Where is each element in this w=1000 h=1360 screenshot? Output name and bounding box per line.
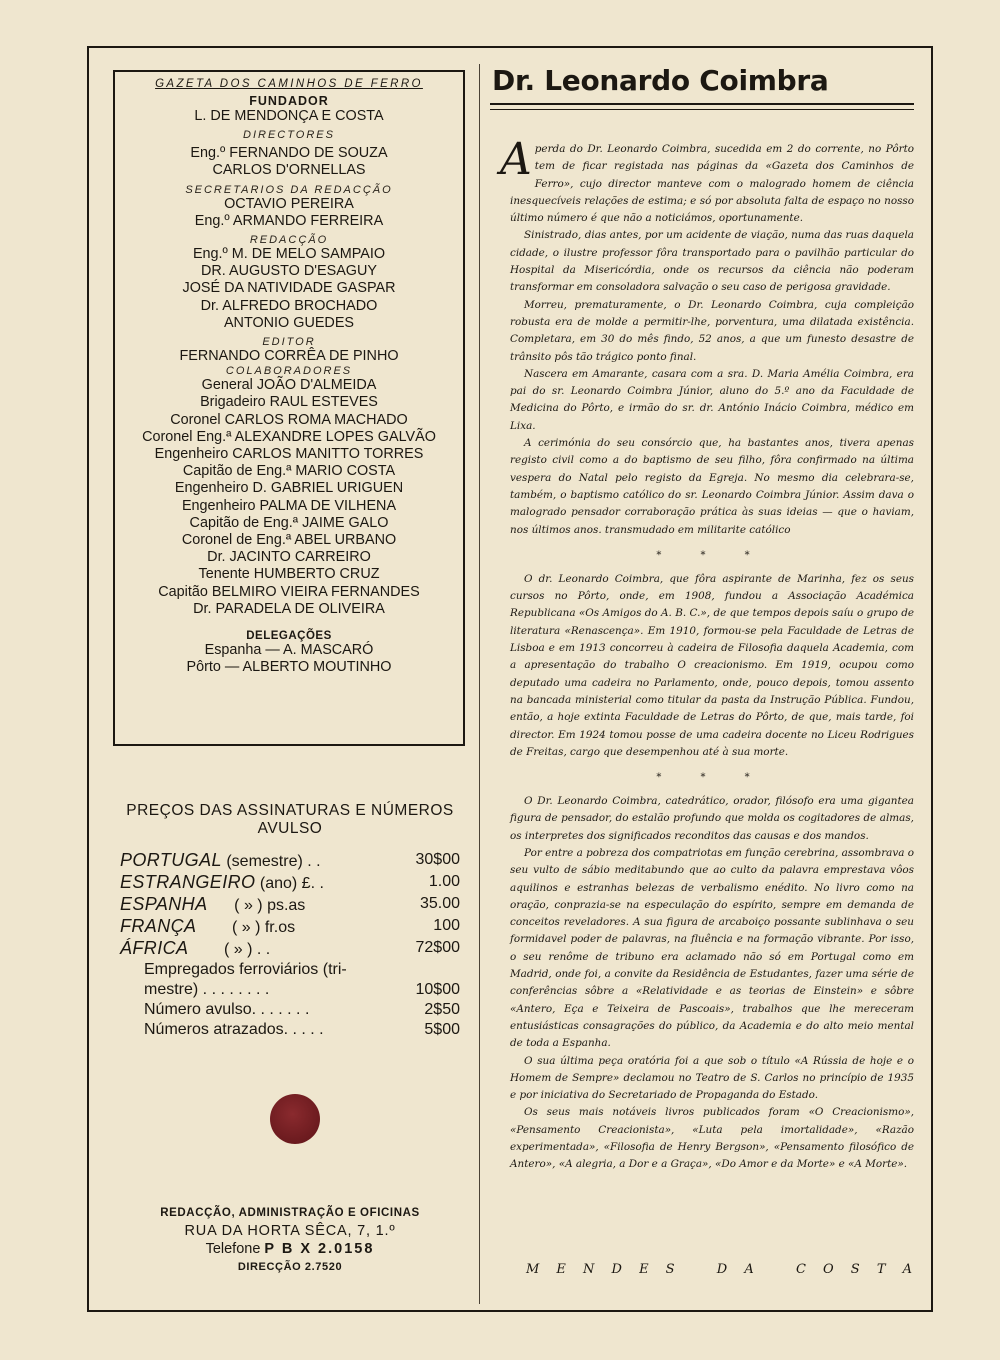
fundador-label: FUNDADOR (249, 94, 329, 108)
colaborador-name: Tenente HUMBERTO CRUZ (198, 566, 380, 583)
colaborador-name: Engenheiro D. GABRIEL URIGUEN (174, 480, 404, 497)
price-row (120, 980, 460, 1000)
price-period: (ano) £. . (255, 875, 324, 892)
empregados-line: Empregados ferroviários (tri- (144, 961, 347, 978)
signature-letter: C (795, 1262, 806, 1277)
section-separator: * * * (656, 772, 768, 784)
section-separator: * * * (656, 549, 768, 561)
price-value: 30$00 (415, 851, 460, 868)
signature-letter: T (876, 1262, 886, 1277)
signature-letter: A (902, 1262, 912, 1277)
signature-letter: O (823, 1262, 834, 1277)
price-row (120, 850, 460, 872)
price-value: 2$50 (424, 1001, 460, 1018)
colaboradores-label: COLABORADORES (225, 365, 353, 378)
title-rule (490, 103, 914, 105)
telephone (120, 1240, 460, 1259)
delegacao: Espanha — A. MASCARÓ (204, 642, 374, 659)
secretario-name: Eng.º ARMANDO FERREIRA (194, 212, 384, 229)
signature-letter: S (850, 1262, 860, 1277)
avulso-label: Número avulso. . . . . . . (144, 1001, 310, 1018)
signature-letter: M (526, 1262, 540, 1277)
address-line: REDACÇÃO, ADMINISTRAÇÃO E OFICINAS (160, 1207, 420, 1219)
price-value: 5$00 (424, 1021, 460, 1038)
price-period: ( » ) ps.as (207, 897, 306, 914)
director-name: Eng.º FERNANDO DE SOUZA (190, 145, 388, 162)
article-title: Dr. Leonardo Coimbra (492, 64, 829, 97)
price-region: ESPANHA (120, 894, 208, 914)
secretario-name: OCTAVIO PEREIRA (224, 195, 354, 212)
price-row (120, 1000, 460, 1020)
price-region: ÁFRICA (120, 938, 189, 958)
colaborador-name: Brigadeiro RAUL ESTEVES (200, 394, 378, 411)
price-region: ESTRANGEIRO (120, 872, 256, 892)
price-row (120, 1020, 460, 1040)
signature-letter: D (611, 1262, 622, 1277)
price-region: PORTUGAL (120, 850, 222, 870)
secretarios-label: SECRETARIOS DA REDACÇÃO (185, 183, 393, 196)
empregados-line: mestre) . . . . . . . . (144, 981, 270, 998)
paragraph: Sinistrado, dias antes, por um acidente de viação, numa das ruas daquela cidade, o ilustre professor fôra transportado para o pavilhão particular do Hospital da Misericórdia, onde os recursos da ciência não poderam transformar em consoladora salvação o seu caso de perigosa gravidade. (510, 229, 914, 294)
price-period: (semestre) . . (221, 853, 321, 870)
signature-letter: E (556, 1262, 566, 1277)
colaborador-name: Coronel Eng.ª ALEXANDRE LOPES GALVÃO (142, 428, 436, 445)
prices-title: PREÇOS DAS ASSINATURAS E NÚMEROS AVULSO (126, 802, 454, 837)
signature-letter: S (665, 1262, 675, 1277)
address-street: RUA DA HORTA SÊCA, 7, 1.º (184, 1223, 396, 1239)
paragraph (500, 134, 914, 227)
colaborador-name: Capitão de Eng.ª MARIO COSTA (182, 463, 396, 480)
price-period: ( » ) fr.os (196, 919, 296, 936)
colaborador-name: Capitão BELMIRO VIEIRA FERNANDES (158, 583, 420, 600)
price-row (120, 916, 460, 938)
signature-letter: A (744, 1262, 754, 1277)
direccao-phone: DIRECÇÃO 2.7520 (237, 1261, 343, 1273)
price-period: ( » ) . . (188, 941, 271, 958)
paragraph: O sua última peça oratória foi a que sob o título «A Rússia de hoje e o Homem de Sempre» declamou no Teatro de S. Carlos no princípio de 1935 e por iniciativa do Secretariado de Propaganda do Estado. (510, 1054, 914, 1102)
address-block (120, 1205, 460, 1275)
colaborador-name: Engenheiro CARLOS MANITTO TORRES (154, 446, 424, 463)
phone-number: P B X 2.0158 (264, 1241, 375, 1257)
colaborador-name: Dr. PARADELA DE OLIVEIRA (193, 600, 385, 617)
paragraph: Morreu, prematuramente, o Dr. Leonardo Coimbra, cuja compleição robusta era de molde a permitir-lhe, porventura, uma dilatada existência. Completara, em 30 do mês findo, 52 anos, a que um funesto desastre de trânsito pôs tão trágico ponto final. (510, 298, 914, 363)
paragraph-text: perda do Dr. Leonardo Coimbra, sucedida em 2 do corrente, no Pôrto tem de ficar registada nas páginas da «Gazeta dos Caminhos de Ferro», cujo director manteve com o malogrado homem de ciência inesquecíveis relações de estima; e só por absoluta falta de espaço no nosso último número é que não a noticiámos, oportunamente. (510, 143, 914, 225)
redaccao-name: Eng.º M. DE MELO SAMPAIO (192, 246, 386, 263)
price-value: 35.00 (419, 895, 460, 912)
masthead-box (113, 70, 465, 746)
signature-letter: D (716, 1262, 728, 1277)
phone-label: Telefone (205, 1241, 261, 1257)
redaccao-name: JOSÉ DA NATIVIDADE GASPAR (182, 280, 396, 297)
editor-label: EDITOR (262, 336, 316, 349)
redaccao-label: REDACÇÃO (249, 234, 329, 247)
directores-label: DIRECTORES (243, 129, 335, 142)
red-seal (270, 1094, 320, 1144)
director-name: CARLOS D'ORNELLAS (212, 162, 366, 179)
signature-letter: E (639, 1262, 649, 1277)
paragraph: Nascera em Amarante, casara com a sra. D. Maria Amélia Coimbra, era pai do sr. Leonardo Coimbra Júnior, aluno do 5.º ano da Faculdade de Medicina do Pôrto, e irmão do sr. dr. António Inácio Coimbra, médico em Lixa. (510, 367, 914, 432)
atrasados-label: Números atrazados. . . . . (144, 1021, 324, 1038)
delegacao: Pôrto — ALBERTO MOUTINHO (186, 659, 392, 676)
price-value: 100 (433, 917, 460, 934)
colaborador-name: Dr. JACINTO CARREIRO (207, 549, 371, 566)
redaccao-name: Dr. ALFREDO BROCHADO (200, 297, 378, 314)
editor-name: FERNANDO CORRÊA DE PINHO (179, 348, 399, 365)
delegacoes-label: DELEGAÇÕES (246, 630, 332, 643)
price-region: FRANÇA (120, 916, 197, 936)
article-body (500, 134, 914, 1174)
paragraph: O dr. Leonardo Coimbra, que fôra aspirante de Marinha, fez os seus cursos no Pôrto, onde, em 1908, fundou a Associação Académica Republicana «Os Amigos do A. B. C.», de que tempos depois saíu o grupo de literatura «Renascença». Em 1910, formou-se pela Faculdade de Letras de Lisboa e em 1913 concorreu à cadeira de Filosofia daquela Academia, com a apresentação do trabalho O creacionismo. Em 1919, ocupou como deputado uma cadeira no Parlamento, onde, pouco depois, tomou assento na bancada ministerial como titular da pasta da Instrução Pública. Fundou, então, a hoje extinta Faculdade de Letras do Pôrto, de que, mais tarde, foi director. Em 1924 tomou posse de uma cadeira docente no Liceu Rodrigues de Freitas, cargo que desempenhou até à sua morte. (510, 572, 914, 758)
subscription-prices (120, 802, 460, 1040)
price-row (120, 938, 460, 960)
colaborador-name: General JOÃO D'ALMEIDA (201, 377, 377, 394)
colaborador-name: Engenheiro PALMA DE VILHENA (181, 497, 397, 514)
paragraph: Por entre a pobreza dos compatriotas em função cerebrina, assombrava o seu vulto de sábio meditabundo que ao culto da palavra emprestava vôos aquilinos e estranhas belezas de verbalismo enédito. No livro como na oração, conprazia-se na especulação do espírito, sempre em demanda de conceitos reveladores. A sua figura de arcaboiço possante sublinhava o seu formidavel poder de palavras, na fluência e na formação vibrante. Por isso, o seu renôme de tribuno era aclamado não só em Portugal como em Madrid, onde foi, a convite da Residência de Estudantes, fazer uma série de conferências sôbre a «Relatividade e as teorias de Einstein» e sôbre «Antero, Eça e Teixeira de Pascoais», trabalhos que lhe mereceram entusiásticas consagrações do público, da Academia e do alto meio mental de toda a Espanha. (510, 846, 914, 1050)
colaborador-name: Coronel de Eng.ª ABEL URBANO (181, 532, 397, 549)
price-value: 72$00 (415, 939, 460, 956)
paragraph: O Dr. Leonardo Coimbra, catedrático, orador, filósofo era uma gigantea figura de pensador, do estalão profundo que molda os cogitadores de almas, os interpretes dos significados reconditos das causas e dos mandos. (510, 795, 914, 842)
price-row (120, 894, 460, 916)
title-rule (490, 109, 914, 110)
author-signature (526, 1262, 912, 1277)
price-row (120, 872, 460, 894)
paragraph: Os seus mais notáveis livros publicados foram «O Creacionismo», «Pensamento Creacionista», «Luta pela imortalidade», «Razão experimentada», «Filosofia de Henry Bergson», «Pensamento filosófico de Antero», «A alegria, a Dor e a Graça», «Do Amor e da Morte» e «A Morte». (510, 1106, 914, 1171)
column-divider (479, 64, 480, 1304)
colaborador-name: Coronel CARLOS ROMA MACHADO (170, 411, 408, 428)
price-value: 1.00 (428, 873, 460, 890)
gazette-title: GAZETA DOS CAMINHOS DE FERRO (155, 78, 423, 90)
colaborador-name: Capitão de Eng.ª JAIME GALO (189, 514, 389, 531)
fundador-name: L. DE MENDONÇA E COSTA (194, 108, 384, 124)
redaccao-name: ANTONIO GUEDES (223, 314, 355, 331)
paragraph: A cerimónia do seu consórcio que, ha bastantes anos, tivera apenas registo civil como a do baptismo de seu filho, fôra confirmado na última vespera do Natal pelo registo da Egreja. No mesmo dia celebrara-se, também, o baptismo católico do sr. Leonardo Coimbra Júnior. Assim dava o malogrado pensador corraboração prática às suas ideias — que o haviam, nos últimos anos. transmudado em militarite católico (510, 437, 914, 536)
drop-cap: A (500, 134, 532, 185)
redaccao-name: DR. AUGUSTO D'ESAGUY (200, 263, 377, 280)
price-value: 10$00 (415, 981, 460, 998)
signature-letter: N (583, 1262, 595, 1277)
